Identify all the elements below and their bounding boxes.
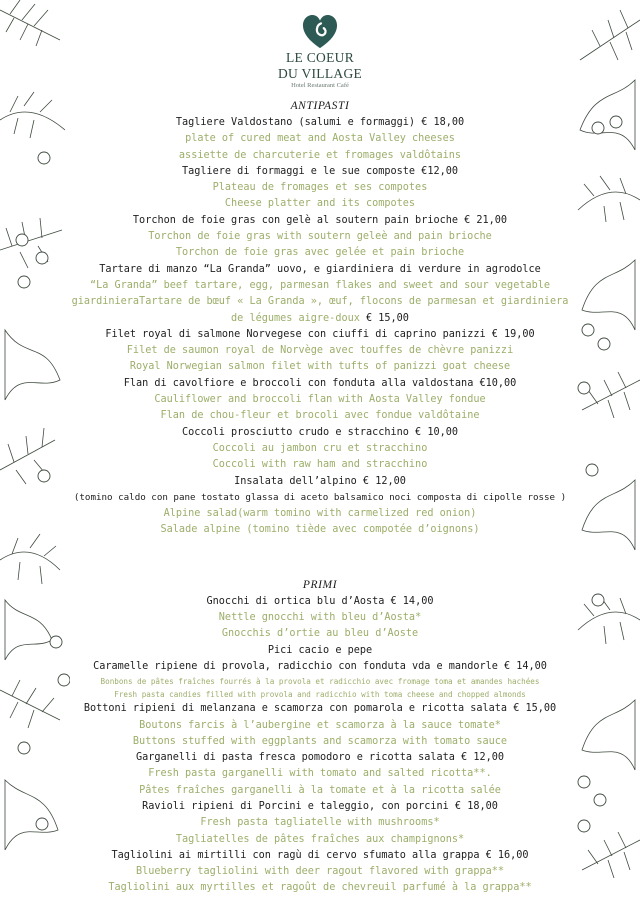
dish-name: Torchon de foie gras con gelè al soutern pain brioche € 21,00 bbox=[132, 214, 508, 226]
dish-translation: Pâtes fraîches garganelli à la tomate et à la ricotta salée bbox=[139, 784, 501, 796]
dish-translation: Flan de chou-fleur et brocoli avec fondue valdôtaine bbox=[160, 410, 480, 422]
dish-translation: Plateau de fromages et ses compotes bbox=[212, 182, 428, 194]
dish-translation: Fresh pasta tagliatelle with mushrooms* bbox=[200, 817, 440, 829]
section-title-antipasti: ANTIPASTI bbox=[290, 100, 350, 112]
dish-name: Coccoli prosciutto crudo e stracchino € 10,00 bbox=[181, 426, 458, 438]
section-spacer bbox=[70, 539, 570, 577]
dish-name: Caramelle ripiene di provola, radicchio con fonduta vda e mandorle € 14,00 bbox=[93, 660, 547, 672]
dish-translation: “La Granda” beef tartare, egg, parmesan flakes and sweet and sour vegetable giardinieraTartare de bœuf « La Granda », œuf, flocons de parmesan et giardiniera de légumes aigre-doux bbox=[71, 279, 569, 324]
dish-name: Tagliere di formaggi e le sue composte €12,00 bbox=[181, 165, 458, 177]
dish-translation: Fresh pasta candies filled with provola and radicchio with toma cheese and chopped almonds bbox=[114, 690, 526, 700]
dish-translation: Torchon de foie gras with soutern geleè and pain brioche bbox=[148, 231, 492, 243]
dish-translation: Boutons farcis à l’aubergine et scamorza à la sauce tomate* bbox=[139, 719, 501, 731]
brand-name-line1: LE COEUR bbox=[285, 50, 355, 65]
heart-logo-icon bbox=[301, 14, 339, 50]
dish-translation: Coccoli with raw ham and stracchino bbox=[212, 459, 428, 471]
restaurant-header bbox=[0, 14, 640, 90]
dish-name: Flan di cavolfiore e broccoli con fonduta alla valdostana €10,00 bbox=[123, 377, 517, 389]
dish-translation: Tagliatelles de pâtes fraîches aux champignons* bbox=[175, 833, 465, 845]
pine-holly-border-left bbox=[0, 0, 70, 905]
dish-translation: Tagliolini aux myrtilles et ragoût de chevreuil parfumé à la grappa** bbox=[108, 882, 532, 894]
section-title-primi: PRIMI bbox=[302, 578, 338, 591]
dish-translation: Cauliflower and broccoli flan with Aosta Valley fondue bbox=[154, 394, 486, 406]
dish-name: Tagliolini ai mirtilli con ragù di cervo sfumato alla grappa € 16,00 bbox=[111, 849, 529, 861]
pine-holly-border-right bbox=[570, 0, 640, 905]
brand-name-line2: DU VILLAGE bbox=[277, 66, 363, 81]
dish-price: € 15,00 bbox=[366, 312, 409, 324]
dish-translation: Filet de saumon royal de Norvège avec touffes de chèvre panizzi bbox=[126, 345, 514, 357]
dish-translation: Gnocchis d’ortie au bleu d’Aoste bbox=[221, 628, 419, 640]
dish-name: Pici cacio e pepe bbox=[267, 644, 373, 656]
dish-name: Insalata dell’alpino € 12,00 bbox=[234, 475, 406, 487]
dish-translation-with-price bbox=[70, 278, 570, 327]
dish-translation: Cheese platter and its compotes bbox=[224, 198, 416, 210]
dish-translation: Torchon de foie gras avec gelée et pain brioche bbox=[175, 247, 465, 259]
dish-translation: Salade alpine (tomino tiède avec compotée d’oignons) bbox=[160, 524, 480, 536]
dish-name: Filet royal di salmone Norvegese con ciuffi di caprino panizzi € 19,00 bbox=[105, 328, 535, 340]
dish-translation: Nettle gnocchi with bleu d’Aosta* bbox=[218, 612, 422, 624]
dish-translation: Bonbons de pâtes fraîches fourrés à la provola et radicchio avec fromage toma et amandes hachées bbox=[100, 677, 540, 687]
dish-name: Tartare di manzo “La Granda” uovo, e giardiniera di verdure in agrodolce bbox=[99, 263, 541, 275]
dish-translation: Alpine salad(warm tomino with carmelized red onion) bbox=[163, 508, 477, 520]
dish-name: Garganelli di pasta fresca pomodoro e ricotta salata € 12,00 bbox=[135, 752, 504, 764]
dish-name: Tagliere Valdostano (salumi e formaggi) € 18,00 bbox=[175, 117, 465, 128]
dish-name: Ravioli ripieni di Porcini e taleggio, con porcini € 18,00 bbox=[142, 800, 498, 812]
dish-name: Bottoni ripieni di melanzana e scamorza con pomarola e ricotta salata € 15,00 bbox=[83, 703, 557, 715]
dish-translation: Buttons stuffed with eggplants and scamorza with tomato sauce bbox=[132, 735, 508, 747]
dish-translation: plate of cured meat and Aosta Valley cheeses bbox=[185, 133, 455, 145]
menu-body bbox=[70, 98, 570, 897]
dish-name: Gnocchi di ortica blu d’Aosta € 14,00 bbox=[206, 595, 434, 607]
dish-translation: Coccoli au jambon cru et stracchino bbox=[212, 442, 428, 454]
dish-translation: Royal Norwegian salmon filet with tufts of panizzi goat cheese bbox=[129, 361, 511, 373]
dish-translation: Fresh pasta garganelli with tomato and salted ricotta**. bbox=[148, 768, 492, 780]
dish-description: (tomino caldo con pane tostato glassa di aceto balsamico noci composta di cipolle rosse ) bbox=[73, 491, 567, 503]
dish-translation: assiette de charcuterie et fromages valdôtains bbox=[178, 149, 462, 161]
dish-translation: Blueberry tagliolini with deer ragout flavored with grappa** bbox=[135, 866, 504, 878]
brand-tagline: Hotel Restaurant Café bbox=[291, 82, 349, 89]
